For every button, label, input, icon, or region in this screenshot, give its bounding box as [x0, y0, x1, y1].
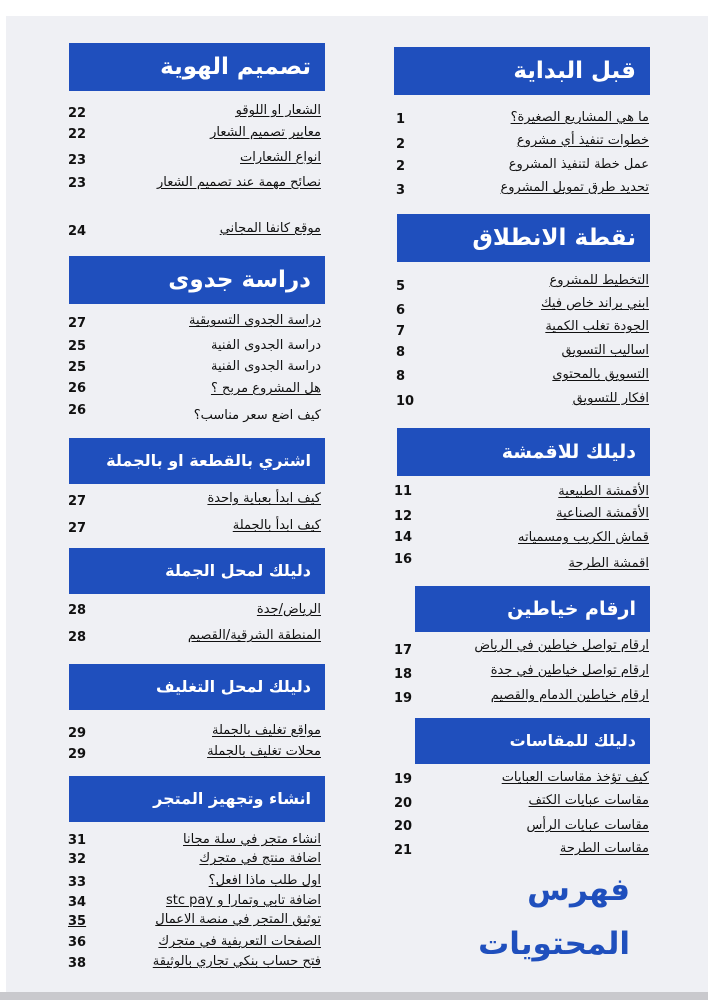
section-header-feasibility: دراسة جدوى: [69, 256, 325, 304]
section-header-identity-design: تصميم الهوية: [69, 43, 325, 91]
toc-item-head-abaya-sizes[interactable]: مقاسات عبايات الرأس: [526, 818, 649, 833]
toc-page-number: 31: [68, 833, 87, 848]
toc-item-tailors-riyadh[interactable]: ارقام تواصل خياطين في الرياض: [474, 638, 649, 653]
toc-page-number: 19: [394, 772, 413, 787]
toc-item-start-wholesale[interactable]: كيف ابدأ بالجملة: [232, 518, 321, 533]
toc-page-number: 23: [68, 153, 87, 168]
section-header-before-start: قبل البداية: [394, 47, 650, 95]
toc-item-logo-tips[interactable]: نصائح مهمة عند تصميم الشعار: [157, 175, 321, 190]
toc-page-number: 1: [396, 112, 406, 127]
toc-page-number: 34: [68, 895, 87, 910]
section-header-tailor-numbers: ارقام خياطين: [415, 586, 650, 632]
toc-item-scarf-sizes[interactable]: مقاسات الطرحة: [559, 841, 649, 856]
toc-page-number: 2: [396, 159, 406, 174]
toc-item-project-plan[interactable]: عمل خطة لتنفيذ المشروع: [508, 157, 649, 172]
bottom-strip: [0, 992, 708, 1000]
toc-item-start-one-abaya[interactable]: كيف ابدأ بعباية واحدة: [207, 491, 321, 506]
toc-item-marketing-methods[interactable]: اساليب التسويق: [561, 343, 649, 358]
toc-item-technical-feasibility[interactable]: دراسة الجدوى الفنية: [210, 338, 321, 353]
toc-item-project-steps[interactable]: خطوات تنفيذ أي مشروع: [516, 133, 649, 148]
section-header-packaging-store: دليلك لمحل التغليف: [69, 664, 325, 710]
section-header-sizes-guide: دليلك للمقاسات: [415, 718, 650, 764]
toc-page-number: 11: [394, 484, 413, 499]
toc-item-create-salla-store[interactable]: انشاء متجر في سلة مجانا: [183, 832, 321, 847]
toc-item-riyadh-jeddah[interactable]: الرياض/جدة: [256, 602, 321, 617]
toc-page-number: 2: [396, 137, 406, 152]
toc-page-number: 36: [68, 935, 87, 950]
toc-page-number: 33: [68, 875, 87, 890]
toc-page-number: 8: [396, 369, 406, 384]
toc-item-profitability[interactable]: هل المشروع مربح ؟: [210, 381, 321, 396]
toc-item-project-planning[interactable]: التخطيط للمشروع: [549, 273, 649, 288]
toc-page-number: 21: [394, 843, 413, 858]
toc-item-packaging-shops[interactable]: محلات تغليف بالجملة: [207, 744, 321, 759]
toc-item-pricing[interactable]: كيف اضع سعر مناسب؟: [193, 408, 321, 423]
toc-page-number: 3: [396, 183, 406, 198]
toc-item-logo-types[interactable]: انواع الشعارات: [240, 150, 321, 165]
page-title-line-1: فهرس: [527, 872, 630, 908]
toc-item-quality[interactable]: الجودة تغلب الكمية: [545, 319, 649, 334]
toc-page-number: 22: [68, 106, 87, 121]
toc-item-eastern-qassim[interactable]: المنطقة الشرقية/القصيم: [187, 628, 321, 643]
toc-page-number: 28: [68, 603, 87, 618]
section-header-store-setup: انشاء وتجهيز المتجر: [69, 776, 325, 822]
toc-page-number: 29: [68, 726, 87, 741]
section-header-fabrics-guide: دليلك للاقمشة: [397, 428, 650, 476]
toc-item-add-product[interactable]: اضافة منتج في متجرك: [199, 851, 321, 866]
toc-page-number: 17: [394, 643, 413, 658]
toc-item-tailors-jeddah[interactable]: ارقام تواصل خياطين في جدة: [490, 663, 649, 678]
toc-page-number: 22: [68, 127, 87, 142]
toc-page-number: 26: [68, 403, 87, 418]
toc-page-number: 16: [394, 552, 413, 567]
left-strip: [0, 16, 6, 1000]
toc-page-number: 32: [68, 852, 87, 867]
toc-page-number: 24: [68, 224, 87, 239]
toc-page-number: 7: [396, 324, 406, 339]
toc-item-technical-feasibility[interactable]: دراسة الجدوى الفنية: [210, 359, 321, 374]
section-header-buy-piece-wholesale: اشتري بالقطعة او بالجملة: [69, 438, 325, 484]
toc-item-build-brand[interactable]: ابني براند خاص فيك: [540, 296, 649, 311]
toc-item-payment-methods[interactable]: اضافة تابي وتمارا و stc pay: [166, 893, 321, 908]
toc-page-number: 8: [396, 345, 406, 360]
toc-item-abaya-measurements[interactable]: كيف تؤخذ مقاسات العبايات: [501, 770, 649, 785]
toc-page-number: 25: [68, 360, 87, 375]
toc-item-logo-criteria[interactable]: معايير تصميم الشعار: [210, 125, 321, 140]
toc-page-number: 23: [68, 176, 87, 191]
top-strip: [0, 0, 708, 16]
toc-page-number: 20: [394, 796, 413, 811]
toc-item-content-marketing[interactable]: التسويق بالمحتوى: [552, 367, 649, 382]
toc-item-logo[interactable]: الشعار او اللوقو: [235, 103, 321, 118]
toc-item-packaging-sites[interactable]: مواقع تغليف بالجملة: [212, 723, 321, 738]
toc-page-number: 6: [396, 303, 406, 318]
toc-item-bank-account[interactable]: فتح حساب بنكي تجاري بالوثيقة: [152, 954, 321, 969]
toc-page-number: 12: [394, 509, 413, 524]
toc-page-number: 35: [68, 914, 87, 929]
page-title-line-2: المحتويات: [478, 926, 630, 962]
toc-item-small-projects[interactable]: ما هي المشاريع الصغيرة؟: [510, 110, 649, 125]
toc-page-number: 18: [394, 667, 413, 682]
toc-page-number: 25: [68, 339, 87, 354]
toc-item-marketing-feasibility[interactable]: دراسة الجدوى التسويقية: [189, 313, 321, 328]
toc-page-number: 14: [394, 530, 413, 545]
toc-page-number: 20: [394, 819, 413, 834]
toc-page-number: 5: [396, 279, 406, 294]
toc-page-number: 28: [68, 630, 87, 645]
toc-page-number: 27: [68, 494, 87, 509]
toc-page-number: 38: [68, 956, 87, 971]
toc-page-number: 10: [396, 394, 415, 409]
toc-item-canva[interactable]: موقع كانفا المجاني: [219, 221, 321, 236]
toc-item-marketing-ideas[interactable]: افكار للتسويق: [572, 391, 649, 406]
toc-item-store-pages[interactable]: الصفحات التعريفية في متجرك: [158, 934, 321, 949]
section-header-launch-point: نقطة الانطلاق: [397, 214, 650, 262]
toc-item-shoulder-abaya-sizes[interactable]: مقاسات عبايات الكتف: [528, 793, 649, 808]
section-header-wholesale-store: دليلك لمحل الجملة: [69, 548, 325, 594]
toc-page-number: 29: [68, 747, 87, 762]
toc-item-crepe-fabric[interactable]: قماش الكريب ومسمياته: [518, 530, 649, 545]
toc-item-first-order[interactable]: اول طلب ماذا افعل؟: [208, 873, 321, 888]
toc-page-number: 26: [68, 381, 87, 396]
toc-item-synthetic-fabrics[interactable]: الأقمشة الصناعية: [556, 506, 649, 521]
toc-page-number: 27: [68, 316, 87, 331]
toc-item-scarf-fabrics[interactable]: اقمشة الطرحة: [568, 556, 649, 571]
toc-item-business-verification[interactable]: توثيق المتجر في منصة الاعمال: [155, 912, 321, 927]
toc-item-natural-fabrics[interactable]: الأقمشة الطبيعية: [558, 484, 649, 499]
toc-item-tailors-dammam[interactable]: ارقام خياطين الدمام والقصيم: [490, 688, 649, 703]
toc-item-project-funding[interactable]: تحديد طرق تمويل المشروع: [500, 180, 649, 195]
toc-page-number: 27: [68, 521, 87, 536]
toc-page-number: 19: [394, 691, 413, 706]
